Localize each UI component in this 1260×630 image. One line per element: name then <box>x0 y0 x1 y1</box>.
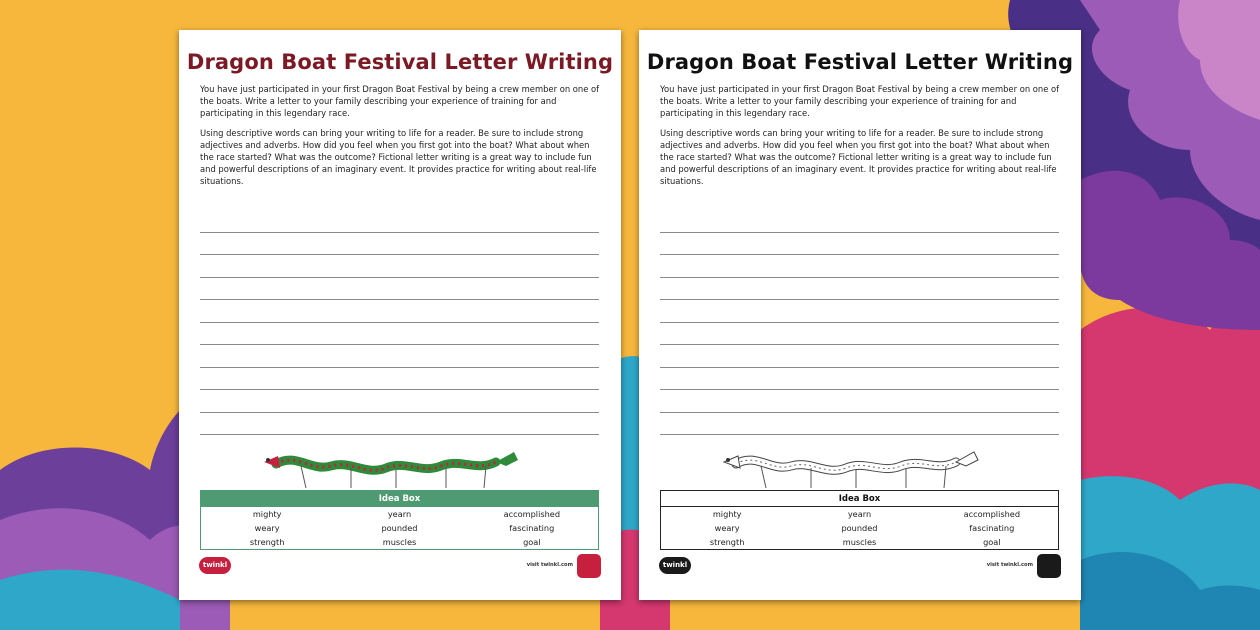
idea-word: accomplished <box>503 509 561 519</box>
page-title: Dragon Boat Festival Letter Writing <box>646 50 1074 74</box>
idea-word: goal <box>983 537 1001 547</box>
dragon-illustration-icon <box>716 442 986 492</box>
footer-url[interactable]: visit twinkl.com <box>526 562 573 568</box>
intro-paragraph: You have just participated in your first Dragon Boat Festival by being a crew member on one of the boats. Write a letter to your family describing your experience of training for and participating in this legendary race. <box>660 84 1060 118</box>
writing-line[interactable] <box>660 210 1059 233</box>
writing-line[interactable] <box>200 233 599 256</box>
idea-word: weary <box>254 523 280 533</box>
writing-line[interactable] <box>200 300 599 323</box>
intro-paragraph: You have just participated in your first Dragon Boat Festival by being a crew member on one of the boats. Write a letter to your family describing your experience of training for and participating in this legendary race. <box>200 84 600 118</box>
idea-word: muscles <box>842 537 877 547</box>
quality-badge-icon <box>577 554 601 578</box>
writing-line[interactable] <box>660 300 1059 323</box>
idea-words-grid <box>661 507 1058 549</box>
idea-word: yearn <box>847 509 872 519</box>
footer-url[interactable]: visit twinkl.com <box>986 562 1033 568</box>
writing-line[interactable] <box>660 345 1059 368</box>
idea-word: mighty <box>252 509 282 519</box>
idea-word: fascinating <box>969 523 1015 533</box>
writing-line[interactable] <box>200 368 599 391</box>
idea-box <box>660 490 1059 550</box>
idea-word: pounded <box>381 523 418 533</box>
idea-box-title: Idea Box <box>201 491 598 507</box>
writing-line[interactable] <box>660 278 1059 301</box>
idea-word: fascinating <box>509 523 555 533</box>
writing-line[interactable] <box>200 390 599 413</box>
writing-line[interactable] <box>660 233 1059 256</box>
idea-word: goal <box>523 537 541 547</box>
writing-lines <box>660 210 1059 435</box>
idea-word: pounded <box>841 523 878 533</box>
writing-line[interactable] <box>200 413 599 436</box>
worksheet-black-and-white <box>639 30 1081 600</box>
instructions-paragraph: Using descriptive words can bring your writing to life for a reader. Be sure to include strong adjectives and adverbs. How did you feel when you first got into the boat? What about when the race started? What was the outcome? Fictional letter writing is a great way to include fun and powerful descriptions of an imaginary event. It provides practice for writing about real-life situations. <box>200 128 597 186</box>
writing-line[interactable] <box>200 278 599 301</box>
idea-word: yearn <box>387 509 412 519</box>
idea-words-grid <box>201 507 598 549</box>
idea-box-title: Idea Box <box>661 491 1058 507</box>
worksheet-color <box>179 30 621 600</box>
idea-box <box>200 490 599 550</box>
dragon-illustration-icon <box>256 442 526 492</box>
writing-line[interactable] <box>200 345 599 368</box>
writing-line[interactable] <box>200 323 599 346</box>
twinkl-logo-icon[interactable]: twinkl <box>659 557 691 574</box>
writing-line[interactable] <box>660 255 1059 278</box>
page-title: Dragon Boat Festival Letter Writing <box>186 50 614 74</box>
writing-line[interactable] <box>200 210 599 233</box>
writing-line[interactable] <box>660 413 1059 436</box>
idea-word: strength <box>249 537 285 547</box>
idea-word: strength <box>709 537 745 547</box>
idea-word: mighty <box>712 509 742 519</box>
writing-line[interactable] <box>660 323 1059 346</box>
quality-badge-icon <box>1037 554 1061 578</box>
idea-word: accomplished <box>963 509 1021 519</box>
idea-word: muscles <box>382 537 417 547</box>
writing-lines <box>200 210 599 435</box>
twinkl-logo-icon[interactable]: twinkl <box>199 557 231 574</box>
idea-word: weary <box>714 523 740 533</box>
writing-line[interactable] <box>660 368 1059 391</box>
writing-line[interactable] <box>200 255 599 278</box>
writing-line[interactable] <box>660 390 1059 413</box>
instructions-paragraph: Using descriptive words can bring your writing to life for a reader. Be sure to include strong adjectives and adverbs. How did you feel when you first got into the boat? What about when the race started? What was the outcome? Fictional letter writing is a great way to include fun and powerful descriptions of an imaginary event. It provides practice for writing about real-life situations. <box>660 128 1057 186</box>
